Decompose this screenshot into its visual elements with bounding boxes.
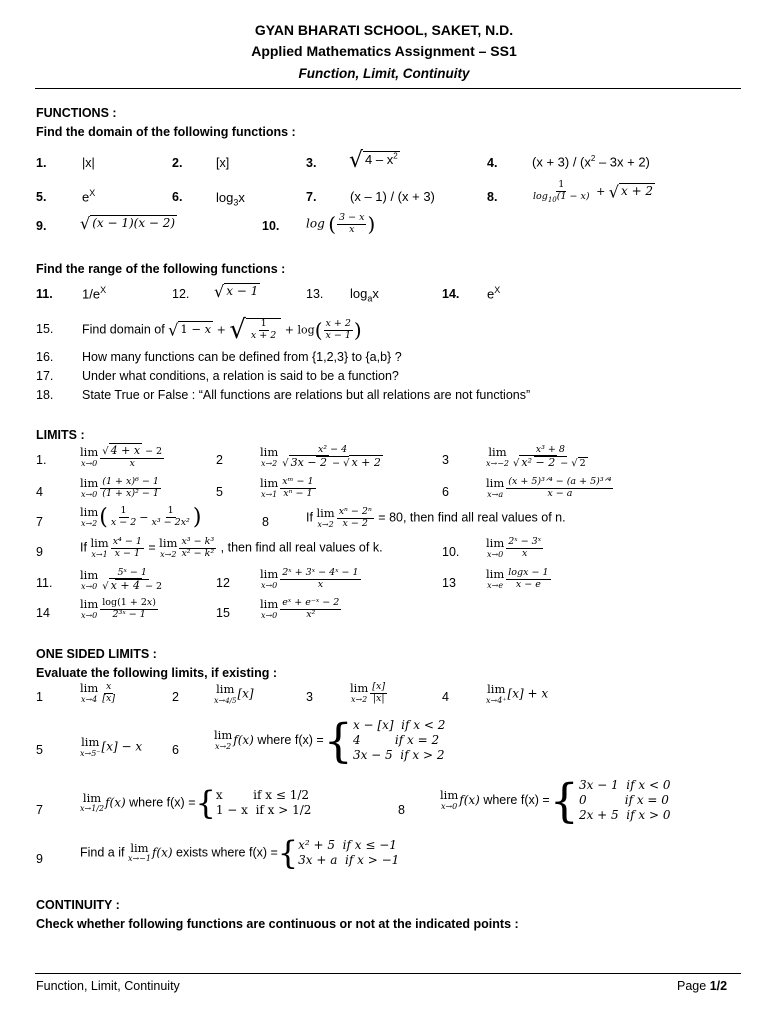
q-number: 2. [172, 156, 183, 170]
page-indicator [677, 979, 727, 993]
limit-expression: lim x→4⁺ [x] + x [486, 682, 549, 705]
q-number: 5 [36, 743, 43, 757]
expression: log ( $\frac{3 - x}{x}$ ) [306, 211, 376, 236]
continuity-heading: CONTINUITY : [36, 898, 120, 912]
header-rule [35, 88, 741, 89]
q-number: 17. [36, 369, 54, 383]
q-number: 7 [36, 803, 43, 817]
q-number: 13 [442, 576, 456, 590]
q-number: 14 [36, 606, 50, 620]
limit-expression: lim x→a $\frac{\text{(x + 5)³ᐟ⁴ − (a + 5)³ᐟ⁴}}{x - a}$ [486, 476, 612, 499]
q-number: 4. [487, 156, 498, 170]
expression: √ (x − 1)(x − 2) [80, 214, 176, 233]
q-number: 1 [36, 690, 43, 704]
one-sided-instruction: Evaluate the following limits, if existing : [36, 666, 278, 680]
q-number: 15 [216, 606, 230, 620]
expression: √ x − 1 [214, 282, 259, 301]
question-text: where f(x) = [129, 795, 196, 810]
q-number: 11. [36, 287, 53, 301]
question-text: If [80, 540, 87, 555]
question-text: Find domain of [82, 322, 165, 337]
limit-expression: lim x→4/5 [x] [214, 682, 254, 705]
question-16: How many functions can be defined from {1,2,3} to {a,b} ? [82, 350, 402, 364]
piecewise-question-7: lim x→1/2 f(x) where f(x) ={ x if x ≤ 1/2 1 − x if x > 1/2 [80, 784, 312, 822]
limit-expression: lim x→0 $\frac{\text{(1 + x)⁶ − 1}}{\text{(1 + x)² − 1}}$ [80, 476, 159, 499]
question-text: where f(x) = [257, 732, 324, 747]
expression: $\frac{1}{\log_{10}(1 - x)}$ + √ x + 2 [533, 179, 654, 204]
q-number: 18. [36, 388, 54, 402]
piecewise-question-9: Find a if lim x→−1 f(x) exists where f(x) ={ x² + 5 if x ≤ −1 3x + a if x > −1 [80, 834, 400, 872]
question-text: = 80, then find all real values of n. [378, 510, 566, 525]
question-text: Find a if [80, 845, 125, 860]
question-text: , then find all real values of k. [220, 540, 383, 555]
q-number: 9. [36, 219, 47, 233]
question-15: Find domain of √ 1 − x + √ $\frac{1}{x + 2}$ + log( $\frac{x + 2}{x - 1}$ ) [82, 315, 362, 345]
expression: $e^X$ [487, 285, 501, 302]
q-number: 8 [262, 515, 269, 529]
limit-expression: lim x→2 $\frac{\text{x² − 4}}{√ 3x - 2 - √ x + 2}$ [260, 444, 381, 469]
domain-instruction: Find the domain of the following functions : [36, 125, 296, 139]
q-number: 16. [36, 350, 54, 364]
limit-expression: lim x→e $\frac{\log x - 1}{x - e}$ [486, 567, 549, 590]
limit-expression: lim x→5⁻ [x] − x [80, 735, 143, 758]
question-17: Under what conditions, a relation is said to be a function? [82, 369, 399, 383]
q-number: 6 [172, 743, 179, 757]
q-number: 9 [36, 545, 43, 559]
q-number: 2 [216, 453, 223, 467]
limit-expression: lim x→4 $\frac{x}{[x]}$ [80, 681, 116, 704]
q-number: 12. [172, 287, 190, 301]
q-number: 11. [36, 576, 53, 590]
expression: $\log_3x$ [216, 190, 245, 208]
limit-expression: lim x→0 $\frac{\text{2ˣ + 3ˣ − 4ˣ − 1}}{x}$ [260, 567, 359, 590]
q-number: 10. [442, 545, 460, 559]
page-label: Page [677, 979, 707, 993]
topic-title: Function, Limit, Continuity [298, 66, 470, 81]
limits-heading: LIMITS : [36, 428, 85, 442]
continuity-instruction: Check whether following functions are continuous or not at the indicated points : [36, 917, 519, 931]
q-number: 7. [306, 190, 317, 204]
q-number: 4 [442, 690, 449, 704]
piecewise-question-8: lim x→0 f(x) where f(x) ={ 3x − 1 if x < 0 0 if x = 0 2x + 5 if x > 0 [440, 773, 671, 828]
footer-rule [35, 973, 741, 974]
expression: $1/e^X$ [82, 285, 107, 302]
expression: |x| [82, 156, 95, 170]
limit-expression: lim x→2 ( $\frac{1}{x - 2}$ − $\frac{1}{\text{x³ − 2x²}}$ ) [80, 505, 202, 530]
question-18: State True or False : “All functions are relations but all relations are not functions” [82, 388, 531, 402]
q-number: 13. [306, 287, 324, 301]
q-number: 3. [306, 156, 317, 170]
q-number: 1. [36, 156, 47, 170]
limit-expression: lim x→0 $\frac{√ 4 + x - 2}{x}$ [80, 444, 163, 469]
question-text: where f(x) = [483, 792, 550, 807]
q-number: 3 [306, 690, 313, 704]
q-number: 15. [36, 322, 54, 336]
q-number: 7 [36, 515, 43, 529]
question-text: If [306, 510, 313, 525]
one-sided-heading: ONE SIDED LIMITS : [36, 647, 157, 661]
limit-question-8: If lim x→2 $\frac{\text{xⁿ − 2ⁿ}}{x - 2}$ = 80, then find all real values of n. [306, 506, 566, 529]
limit-expression: lim x→0 $\frac{\text{2ˣ − 3ˣ}}{x}$ [486, 536, 542, 559]
q-number: 2 [172, 690, 179, 704]
school-name: GYAN BHARATI SCHOOL, SAKET, N.D. [254, 22, 514, 38]
expression: $\log_ax$ [350, 286, 379, 304]
q-number: 1. [36, 453, 47, 467]
q-number: 6. [172, 190, 183, 204]
q-number: 3 [442, 453, 449, 467]
limit-question-9: If lim x→1 $\frac{\text{x⁴ − 1}}{x - 1}$ = lim x→2 $\frac{\text{x³ − k³}}{\text{x² − k²}}$ , then find all real values of k. [80, 536, 383, 559]
limit-expression: lim x→0 $\frac{\text{eˣ + e⁻ˣ − 2}}{\text{x²}}$ [260, 597, 340, 620]
q-number: 6 [442, 485, 449, 499]
footer-title: Function, Limit, Continuity [36, 979, 180, 993]
question-text: exists where f(x) = [176, 845, 278, 860]
expression: $e^X$ [82, 188, 96, 205]
range-instruction: Find the range of the following functions : [36, 262, 286, 276]
q-number: 5. [36, 190, 47, 204]
expression: $(x + 3) / (x^2 - 3x + 2)$ [532, 154, 650, 170]
limit-expression: lim x→2 $\frac{[x]}{|x|}$ [350, 681, 386, 704]
assignment-title: Applied Mathematics Assignment – SS1 [251, 43, 517, 59]
expression: [x] [216, 156, 230, 170]
q-number: 12 [216, 576, 230, 590]
limit-expression: lim x→0 $\frac{\text{5ˣ − 1}}{√ x + 4 - 2}$ [80, 567, 163, 592]
expression: √ $4 - x^2$ [349, 148, 398, 173]
q-number: 10. [262, 219, 280, 233]
limit-expression: lim x→−2 $\frac{\text{x³ + 8}}{\text{√ x² − 2 − √ 2}}$ [486, 444, 586, 469]
q-number: 8 [398, 803, 405, 817]
piecewise-question-6: lim x→2 f(x) where f(x) ={ x − [x] if x < 2 4 if x = 2 3x − 5 if x > 2 [214, 713, 446, 768]
functions-heading: FUNCTIONS : [36, 106, 117, 120]
q-number: 4 [36, 485, 43, 499]
q-number: 9 [36, 852, 43, 866]
expression: (x – 1) / (x + 3) [350, 189, 435, 204]
q-number: 5 [216, 485, 223, 499]
page-number: 1/2 [709, 979, 728, 993]
limit-expression: lim x→1 $\frac{\text{xᵐ − 1}}{\text{xⁿ − 1}}$ [260, 476, 314, 499]
limit-expression: lim x→0 $\frac{\log(1 + 2x)}{\text{2³ˣ − 1}}$ [80, 597, 156, 620]
q-number: 14. [442, 287, 460, 301]
q-number: 8. [487, 190, 498, 204]
